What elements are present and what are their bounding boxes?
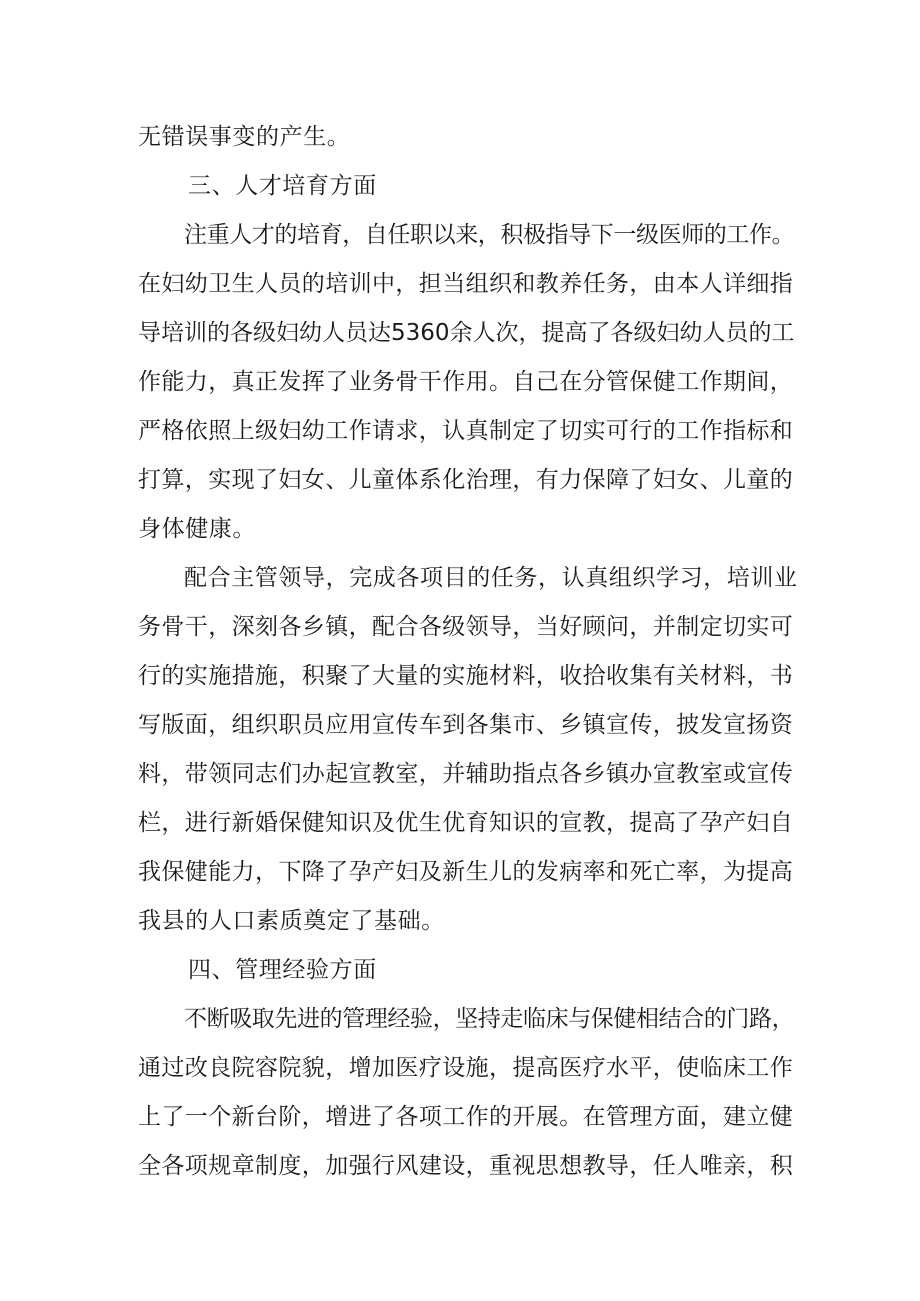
text-line: 注重人才的培育，自任职以来，积极指导下一级医师的工作。 bbox=[184, 222, 795, 248]
text-line: 行的实施措施，积聚了大量的实施材料，收拾收集有关材料，书 bbox=[138, 663, 794, 689]
text-line: 严格依照上级妇幼工作请求，认真制定了切实可行的工作指标和 bbox=[138, 418, 794, 444]
text-line: 在妇幼卫生人员的培训中，担当组织和教养任务，由本人详细指 bbox=[138, 271, 794, 297]
section-heading: 四、管理经验方面 bbox=[188, 957, 377, 983]
text-line: 通过改良院容院貌，增加医疗设施，提高医疗水平，使临床工作 bbox=[138, 1055, 794, 1081]
text-line: 我县的人口素质奠定了基础。 bbox=[138, 908, 445, 934]
text-line: 写版面，组织职员应用宣传车到各集市、乡镇宣传，披发宣扬资 bbox=[138, 712, 794, 738]
text-line: 作能力，真正发挥了业务骨干作用。自己在分管保健工作期间， bbox=[138, 369, 794, 395]
text-line: 料，带领同志们办起宣教室，并辅助指点各乡镇办宣教室或宣传 bbox=[138, 761, 794, 787]
text-line: 上了一个新台阶，增进了各项工作的开展。在管理方面，建立健 bbox=[138, 1104, 794, 1130]
text-line: 打算，实现了妇女、儿童体系化治理，有力保障了妇女、儿童的 bbox=[138, 467, 794, 493]
text-line: 栏，进行新婚保健知识及优生优育知识的宣教，提高了孕产妇自 bbox=[138, 810, 794, 836]
text-line: 无错误事变的产生。 bbox=[138, 124, 351, 150]
text-line: 身体健康。 bbox=[138, 516, 256, 542]
text-line: 务骨干，深刻各乡镇，配合各级领导，当好顾问，并制定切实可 bbox=[138, 614, 794, 640]
section-heading: 三、人才培育方面 bbox=[188, 173, 377, 199]
text-line: 配合主管领导，完成各项目的任务，认真组织学习，培训业 bbox=[184, 565, 798, 591]
text-line: 导培训的各级妇幼人员达5360余人次，提高了各级妇幼人员的工 bbox=[138, 320, 795, 346]
text-line: 全各项规章制度，加强行风建设，重视思想教导，任人唯亲，积 bbox=[138, 1153, 794, 1179]
text-line: 不断吸取先进的管理经验，坚持走临床与保健相结合的门路， bbox=[184, 1006, 795, 1032]
text-line: 我保健能力，下降了孕产妇及新生儿的发病率和死亡率，为提高 bbox=[138, 859, 794, 885]
